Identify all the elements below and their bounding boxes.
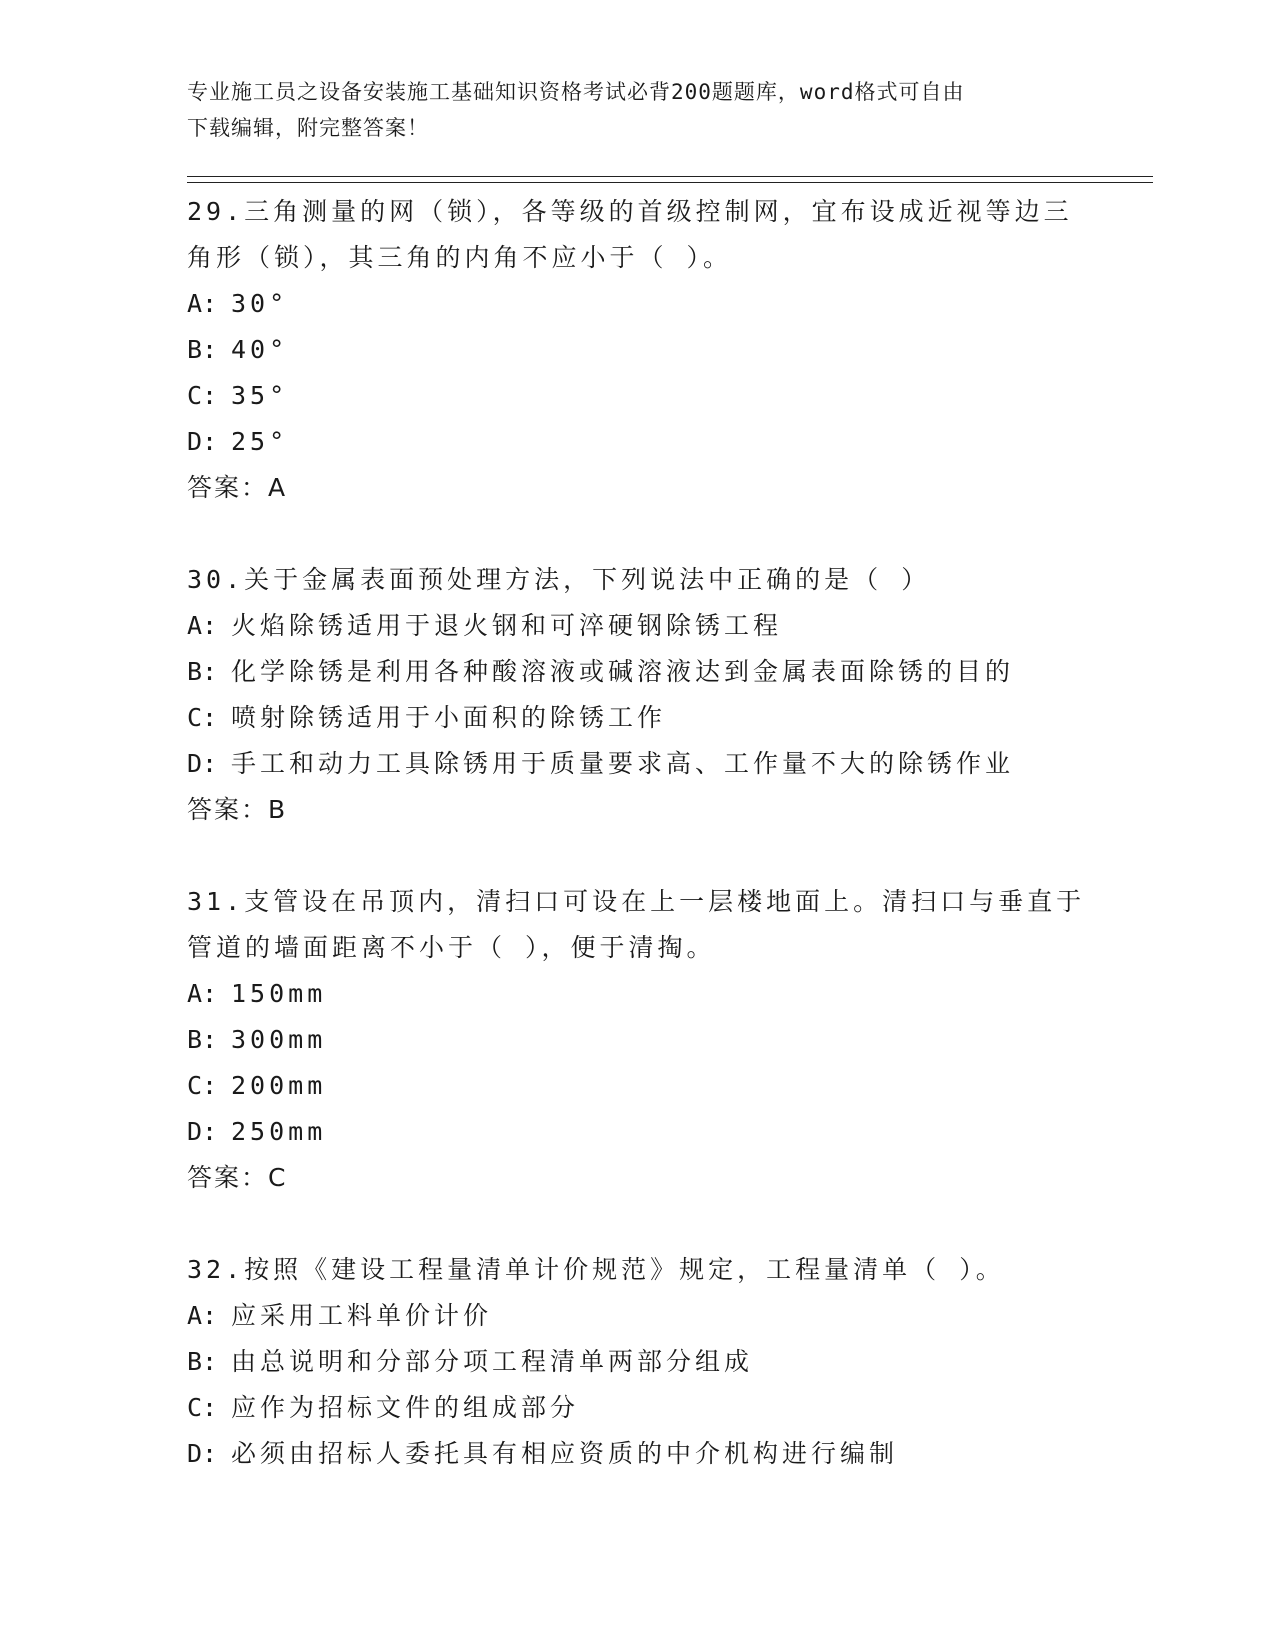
option-d [187, 1431, 1153, 1477]
question-stem [187, 879, 1153, 925]
question-number: 30. [187, 565, 245, 594]
option-letter: C: [187, 1071, 218, 1100]
option-text: 40° [231, 335, 289, 364]
answer-value: C [268, 1163, 288, 1192]
option-text: 250mm [231, 1117, 327, 1146]
option-letter: B: [187, 335, 218, 364]
question-stem [187, 1247, 1153, 1293]
option-text: 手工和动力工具除锈用于质量要求高、工作量不大的除锈作业 [231, 749, 1015, 778]
option-letter: A: [187, 611, 218, 640]
document-header [187, 74, 1087, 146]
option-text: 火焰除锈适用于退火钢和可淬硬钢除锈工程 [231, 611, 783, 640]
option-b [187, 327, 1153, 373]
option-d [187, 741, 1153, 787]
answer-label: 答案： [187, 473, 269, 502]
option-c [187, 695, 1153, 741]
option-letter: D: [187, 1117, 218, 1146]
option-letter: C: [187, 703, 218, 732]
option-letter: A: [187, 1301, 218, 1330]
option-text: 必须由招标人委托具有相应资质的中介机构进行编制 [231, 1439, 899, 1468]
option-letter: A: [187, 289, 218, 318]
option-text: 35° [231, 381, 289, 410]
option-a [187, 603, 1153, 649]
answer-label: 答案： [187, 795, 269, 824]
header-divider-top [187, 176, 1153, 177]
question-32 [187, 1247, 1153, 1477]
option-letter: D: [187, 1439, 218, 1468]
option-text: 200mm [231, 1071, 327, 1100]
option-c [187, 1063, 1153, 1109]
option-letter: B: [187, 1025, 218, 1054]
option-b [187, 1339, 1153, 1385]
question-number: 29. [187, 197, 245, 226]
answer-label: 答案： [187, 1163, 269, 1192]
option-letter: B: [187, 1347, 218, 1376]
answer-line [187, 787, 1153, 833]
question-29 [187, 189, 1153, 511]
question-stem-line: 管道的墙面距离不小于（ ），便于清掏。 [187, 933, 716, 962]
answer-line [187, 1155, 1153, 1201]
option-letter: A: [187, 979, 218, 1008]
question-stem-line: 支管设在吊顶内，清扫口可设在上一层楼地面上。清扫口与垂直于 [244, 887, 1086, 916]
answer-value: A [268, 473, 288, 502]
question-stem-line: 角形（锁），其三角的内角不应小于（ ）。 [187, 243, 733, 272]
header-divider-bottom [187, 182, 1153, 183]
option-text: 应采用工料单价计价 [231, 1301, 493, 1330]
question-number: 32. [187, 1255, 245, 1284]
option-c [187, 1385, 1153, 1431]
option-a [187, 1293, 1153, 1339]
question-stem [187, 189, 1153, 235]
question-stem-line: 关于金属表面预处理方法，下列说法中正确的是（ ） [244, 565, 931, 594]
option-text: 应作为招标文件的组成部分 [231, 1393, 580, 1422]
option-text: 300mm [231, 1025, 327, 1054]
option-letter: C: [187, 1393, 218, 1422]
option-text: 由总说明和分部分项工程清单两部分组成 [231, 1347, 754, 1376]
option-letter: D: [187, 749, 218, 778]
answer-line [187, 465, 1153, 511]
question-number: 31. [187, 887, 245, 916]
option-b [187, 1017, 1153, 1063]
option-text: 喷射除锈适用于小面积的除锈工作 [231, 703, 667, 732]
option-a [187, 971, 1153, 1017]
question-stem-line: 三角测量的网（锁），各等级的首级控制网，宜布设成近视等边三 [244, 197, 1073, 226]
option-text: 30° [231, 289, 289, 318]
question-stem [187, 557, 1153, 603]
question-list [187, 189, 1153, 1523]
option-a [187, 281, 1153, 327]
question-30 [187, 557, 1153, 833]
option-d [187, 1109, 1153, 1155]
header-line-2: 下载编辑，附完整答案！ [187, 116, 429, 140]
option-text: 化学除锈是利用各种酸溶液或碱溶液达到金属表面除锈的目的 [231, 657, 1015, 686]
question-31 [187, 879, 1153, 1201]
option-text: 150mm [231, 979, 327, 1008]
option-b [187, 649, 1153, 695]
option-letter: D: [187, 427, 218, 456]
option-d [187, 419, 1153, 465]
option-c [187, 373, 1153, 419]
option-letter: B: [187, 657, 218, 686]
question-stem-line: 按照《建设工程量清单计价规范》规定，工程量清单（ ）。 [244, 1255, 1005, 1284]
option-letter: C: [187, 381, 218, 410]
option-text: 25° [231, 427, 289, 456]
header-line-1: 专业施工员之设备安装施工基础知识资格考试必背200题题库，word格式可自由 [187, 80, 965, 104]
answer-value: B [268, 795, 288, 824]
